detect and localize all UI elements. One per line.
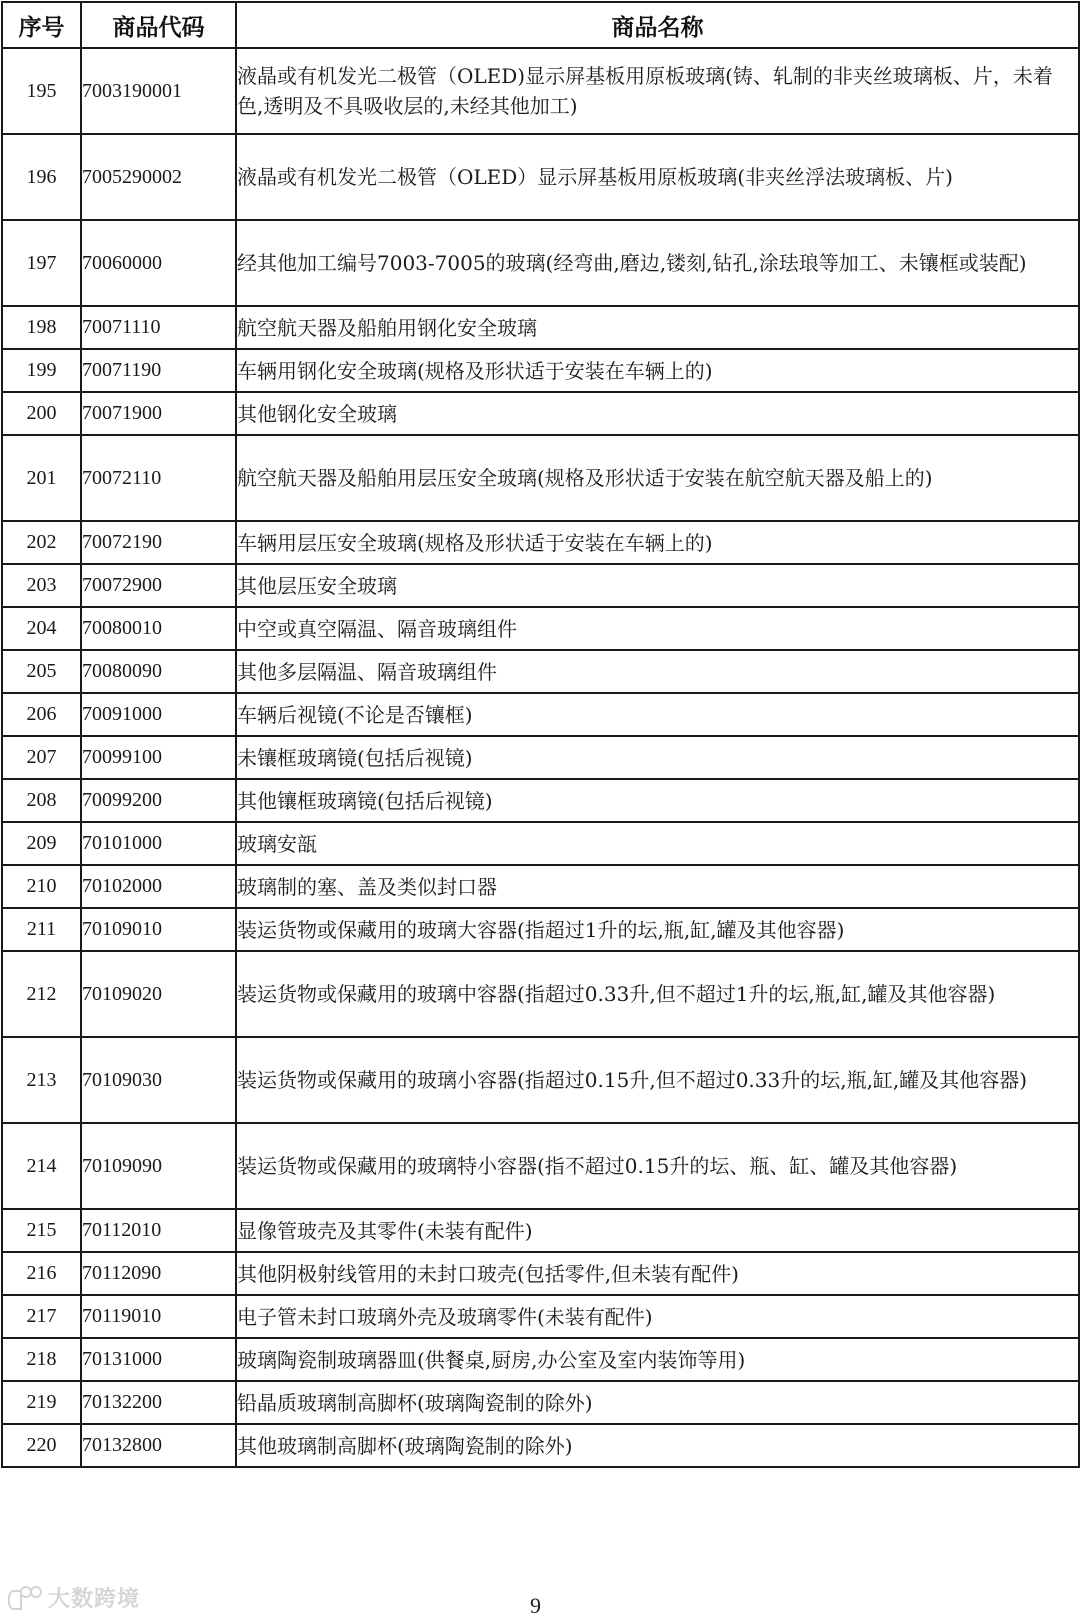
serial-no-cell: 220 <box>2 1424 81 1467</box>
commodity-name-cell: 装运货物或保藏用的玻璃大容器(指超过1升的坛,瓶,缸,罐及其他容器) <box>236 908 1079 951</box>
commodity-name-cell: 航空航天器及船舶用钢化安全玻璃 <box>236 306 1079 349</box>
commodity-name-cell: 液晶或有机发光二极管（OLED)显示屏基板用原板玻璃(铸、轧制的非夹丝玻璃板、片，未着色,透明及不具吸收层的,未经其他加工) <box>236 48 1079 134</box>
table-row <box>2 1209 1079 1252</box>
header-serial-no: 序号 <box>2 2 81 48</box>
commodity-name-cell: 其他阴极射线管用的未封口玻壳(包括零件,但未装有配件) <box>236 1252 1079 1295</box>
serial-no-cell: 203 <box>2 564 81 607</box>
commodity-code-cell: 70072900 <box>81 564 236 607</box>
commodity-code-cell: 70060000 <box>81 220 236 306</box>
serial-no-cell: 196 <box>2 134 81 220</box>
table-row <box>2 951 1079 1037</box>
table-row <box>2 435 1079 521</box>
table-row <box>2 134 1079 220</box>
commodity-name-cell: 装运货物或保藏用的玻璃特小容器(指不超过0.15升的坛、瓶、缸、罐及其他容器) <box>236 1123 1079 1209</box>
commodity-code-cell: 70101000 <box>81 822 236 865</box>
commodity-name-cell: 装运货物或保藏用的玻璃中容器(指超过0.33升,但不超过1升的坛,瓶,缸,罐及其他容器) <box>236 951 1079 1037</box>
table-row <box>2 693 1079 736</box>
commodity-name-cell: 其他玻璃制高脚杯(玻璃陶瓷制的除外) <box>236 1424 1079 1467</box>
serial-no-cell: 217 <box>2 1295 81 1338</box>
table-row <box>2 1338 1079 1381</box>
commodity-code-cell: 70131000 <box>81 1338 236 1381</box>
serial-no-cell: 214 <box>2 1123 81 1209</box>
commodity-name-cell: 车辆后视镜(不论是否镶框) <box>236 693 1079 736</box>
serial-no-cell: 202 <box>2 521 81 564</box>
commodity-name-cell: 其他层压安全玻璃 <box>236 564 1079 607</box>
serial-no-cell: 218 <box>2 1338 81 1381</box>
serial-no-cell: 204 <box>2 607 81 650</box>
commodity-name-cell: 车辆用钢化安全玻璃(规格及形状适于安装在车辆上的) <box>236 349 1079 392</box>
serial-no-cell: 201 <box>2 435 81 521</box>
table-row <box>2 1037 1079 1123</box>
commodity-name-cell: 铅晶质玻璃制高脚杯(玻璃陶瓷制的除外) <box>236 1381 1079 1424</box>
commodity-code-cell: 70109020 <box>81 951 236 1037</box>
commodity-name-cell: 经其他加工编号7003-7005的玻璃(经弯曲,磨边,镂刻,钻孔,涂珐琅等加工、未镶框或装配) <box>236 220 1079 306</box>
serial-no-cell: 213 <box>2 1037 81 1123</box>
commodity-code-cell: 70119010 <box>81 1295 236 1338</box>
commodity-name-cell: 玻璃陶瓷制玻璃器皿(供餐桌,厨房,办公室及室内装饰等用) <box>236 1338 1079 1381</box>
watermark-logo-icon <box>8 1586 42 1610</box>
table-row <box>2 1123 1079 1209</box>
commodity-code-cell: 70080010 <box>81 607 236 650</box>
commodity-code-cell: 70071110 <box>81 306 236 349</box>
header-commodity-name: 商品名称 <box>236 2 1079 48</box>
serial-no-cell: 210 <box>2 865 81 908</box>
table-header <box>2 2 1079 48</box>
serial-no-cell: 199 <box>2 349 81 392</box>
serial-no-cell: 206 <box>2 693 81 736</box>
goods-table <box>1 1 1080 1468</box>
page-number: 9 <box>530 1593 541 1618</box>
table-body <box>2 48 1079 1467</box>
commodity-code-cell: 70099200 <box>81 779 236 822</box>
table-row <box>2 48 1079 134</box>
commodity-name-cell: 液晶或有机发光二极管（OLED）显示屏基板用原板玻璃(非夹丝浮法玻璃板、片) <box>236 134 1079 220</box>
table-row <box>2 1295 1079 1338</box>
table-row <box>2 908 1079 951</box>
serial-no-cell: 208 <box>2 779 81 822</box>
commodity-code-cell: 70071190 <box>81 349 236 392</box>
commodity-code-cell: 70072110 <box>81 435 236 521</box>
table-row <box>2 349 1079 392</box>
commodity-name-cell: 装运货物或保藏用的玻璃小容器(指超过0.15升,但不超过0.33升的坛,瓶,缸,罐及其他容器) <box>236 1037 1079 1123</box>
commodity-name-cell: 电子管未封口玻璃外壳及玻璃零件(未装有配件) <box>236 1295 1079 1338</box>
commodity-name-cell: 中空或真空隔温、隔音玻璃组件 <box>236 607 1079 650</box>
commodity-code-cell: 70099100 <box>81 736 236 779</box>
commodity-code-cell: 70109030 <box>81 1037 236 1123</box>
commodity-name-cell: 其他多层隔温、隔音玻璃组件 <box>236 650 1079 693</box>
commodity-code-cell: 70080090 <box>81 650 236 693</box>
table-row <box>2 607 1079 650</box>
commodity-name-cell: 其他钢化安全玻璃 <box>236 392 1079 435</box>
table-row <box>2 865 1079 908</box>
table-row <box>2 392 1079 435</box>
commodity-code-cell: 70071900 <box>81 392 236 435</box>
commodity-code-cell: 70091000 <box>81 693 236 736</box>
table-row <box>2 779 1079 822</box>
serial-no-cell: 198 <box>2 306 81 349</box>
serial-no-cell: 216 <box>2 1252 81 1295</box>
table-row <box>2 220 1079 306</box>
watermark <box>8 1582 140 1613</box>
table-row <box>2 736 1079 779</box>
serial-no-cell: 212 <box>2 951 81 1037</box>
serial-no-cell: 197 <box>2 220 81 306</box>
commodity-code-cell: 7005290002 <box>81 134 236 220</box>
commodity-code-cell: 70072190 <box>81 521 236 564</box>
commodity-name-cell: 玻璃制的塞、盖及类似封口器 <box>236 865 1079 908</box>
commodity-name-cell: 玻璃安瓿 <box>236 822 1079 865</box>
watermark-text: 大数跨境 <box>48 1587 141 1612</box>
commodity-code-cell: 70112010 <box>81 1209 236 1252</box>
serial-no-cell: 200 <box>2 392 81 435</box>
commodity-code-cell: 70109090 <box>81 1123 236 1209</box>
commodity-code-cell: 70112090 <box>81 1252 236 1295</box>
commodity-code-cell: 70109010 <box>81 908 236 951</box>
serial-no-cell: 195 <box>2 48 81 134</box>
table-row <box>2 521 1079 564</box>
serial-no-cell: 207 <box>2 736 81 779</box>
commodity-name-cell: 车辆用层压安全玻璃(规格及形状适于安装在车辆上的) <box>236 521 1079 564</box>
commodity-name-cell: 显像管玻壳及其零件(未装有配件) <box>236 1209 1079 1252</box>
table-row <box>2 306 1079 349</box>
serial-no-cell: 205 <box>2 650 81 693</box>
header-commodity-code: 商品代码 <box>81 2 236 48</box>
serial-no-cell: 219 <box>2 1381 81 1424</box>
commodity-code-cell: 70132800 <box>81 1424 236 1467</box>
commodity-code-cell: 70102000 <box>81 865 236 908</box>
serial-no-cell: 215 <box>2 1209 81 1252</box>
table-row <box>2 650 1079 693</box>
commodity-name-cell: 未镶框玻璃镜(包括后视镜) <box>236 736 1079 779</box>
serial-no-cell: 211 <box>2 908 81 951</box>
commodity-name-cell: 其他镶框玻璃镜(包括后视镜) <box>236 779 1079 822</box>
commodity-code-cell: 7003190001 <box>81 48 236 134</box>
commodity-name-cell: 航空航天器及船舶用层压安全玻璃(规格及形状适于安装在航空航天器及船上的) <box>236 435 1079 521</box>
table-row <box>2 564 1079 607</box>
commodity-code-cell: 70132200 <box>81 1381 236 1424</box>
table-row <box>2 1252 1079 1295</box>
table-row <box>2 822 1079 865</box>
serial-no-cell: 209 <box>2 822 81 865</box>
table-row <box>2 1424 1079 1467</box>
table-row <box>2 1381 1079 1424</box>
